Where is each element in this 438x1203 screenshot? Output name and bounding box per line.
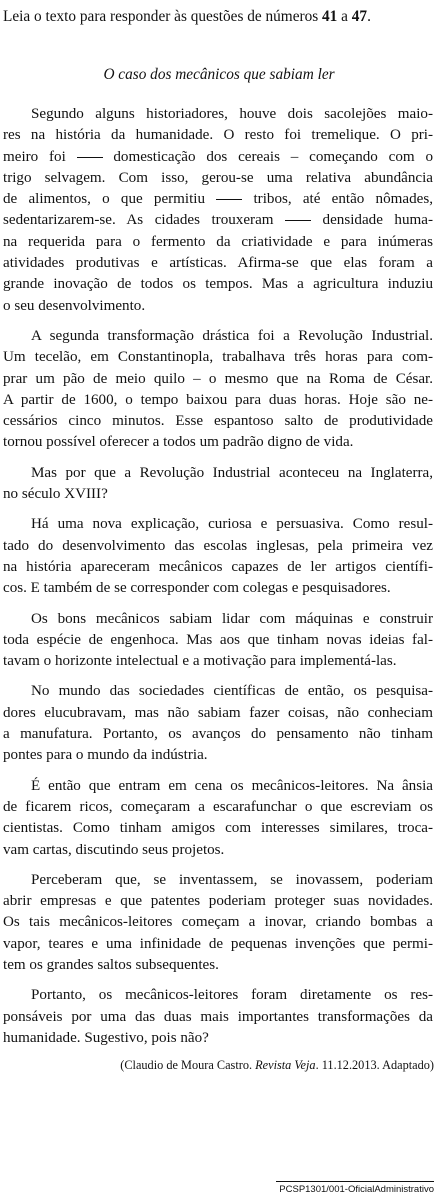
paragraph: [3, 870, 433, 976]
text-line: a manufatura. Portanto, os avanços do pensamento não tinham: [3, 726, 433, 743]
text-title: O caso dos mecânicos que sabiam ler: [103, 66, 335, 83]
question-start-number: 41: [322, 8, 338, 25]
text-line: de alimentos, o que permitiu tribos, até então nômades,: [3, 191, 433, 208]
text-line: cessários cinco minutos. Esse espantoso salto de produtividade: [3, 413, 433, 430]
text-line: humanidade. Sugestivo, pois não?: [3, 1029, 209, 1046]
instruction-suffix: .: [367, 8, 371, 25]
text-line: tado do desenvolvimento das escolas inglesas, pela primeira vez: [3, 537, 433, 554]
source-citation: [120, 1057, 434, 1073]
text-line: toda espécie de engenhoca. Mas aos que tinham novas ideias fal-: [3, 631, 433, 648]
text-line: tornou possível oferecer a todos um padrão digno de vida.: [3, 434, 354, 451]
instruction-connector: a: [337, 8, 352, 25]
paragraph-gap: [3, 976, 433, 985]
text-line: cientistas. Como tinham amigos com interesses similares, troca-: [3, 820, 433, 837]
paragraph-gap: [3, 861, 433, 870]
text-line: tavam o horizonte intelectual e a motivação para implementá-las.: [3, 653, 397, 670]
text-line: A segunda transformação drástica foi a Revolução Industrial.: [31, 327, 433, 344]
text-line: Os bons mecânicos sabiam lidar com máquinas e construir: [31, 610, 433, 627]
instruction-prefix: Leia o texto para responder às questões de números: [3, 8, 323, 25]
paragraph-gap: [3, 672, 433, 681]
paragraph: [3, 776, 433, 861]
text-line: de ficarem ricos, começaram a escarafunchar o que escreviam os: [3, 798, 433, 815]
paragraph-gap: [3, 505, 433, 514]
paragraph: [3, 104, 433, 317]
text-line: grande inovação de todos os tempos. Mas a agricultura induziu: [3, 276, 433, 293]
text-line: res na história da humanidade. O resto foi tremelique. O pri-: [3, 127, 433, 144]
text-line: Um tecelão, em Constantinopla, trabalhava três horas para com-: [3, 349, 433, 366]
text-line: prar um pão de meio quilo – o mesmo que na Roma de César.: [3, 370, 433, 387]
footer-code: PCSP1301/001-OficialAdministrativo: [279, 1184, 434, 1195]
footer-rule: [276, 1181, 434, 1182]
text-line: Segundo alguns historiadores, houve dois sacolejões maio-: [31, 106, 433, 122]
text-line: atividades produtivas e artísticas. Afirma-se que elas foram a: [3, 255, 433, 272]
text-line: na requerida para o fermento da criatividade e para inúmeras: [3, 233, 433, 250]
text-line: vam cartas, discutindo seus projetos.: [3, 841, 225, 858]
fill-in-blank: [285, 220, 311, 221]
paragraph: [3, 326, 433, 454]
text-line: É então que entram em cena os mecânicos-leitores. Na ânsia: [31, 777, 433, 794]
text-line: abrir empresas e que patentes poderiam proteger suas novidades.: [3, 893, 433, 910]
text-line: Perceberam que, se inventassem, se inovassem, poderiam: [31, 871, 433, 888]
text-line: pontes para o mundo da indústria.: [3, 747, 208, 764]
paragraph: [3, 514, 433, 599]
text-line: cos. E também de se corresponder com colegas e pesquisadores.: [3, 580, 391, 597]
text-line: tem os grandes saltos subsequentes.: [3, 956, 219, 973]
text-line: dores elucubravam, mas não sabiam fazer coisas, não conheciam: [3, 704, 433, 721]
text-line: sedentarizarem-se. As cidades trouxeram densidade huma-: [3, 212, 433, 229]
paragraph-gap: [3, 317, 433, 326]
text-line: o seu desenvolvimento.: [3, 297, 146, 314]
article-body: [3, 104, 433, 1049]
text-line: na história apareceram mecânicos capazes de ler artigos científi-: [3, 558, 433, 575]
text-line: Mas por que a Revolução Industrial aconteceu na Inglaterra,: [31, 464, 433, 481]
text-line: A partir de 1600, o tempo baixou para duas horas. Hoje são ne-: [3, 391, 433, 408]
fill-in-blank: [216, 199, 242, 200]
paragraph: [3, 463, 433, 506]
text-line: Há uma nova explicação, curiosa e persuasiva. Como resul-: [31, 516, 433, 533]
source-details: . 11.12.2013. Adaptado): [315, 1058, 434, 1072]
text-line: ponsáveis por uma das duas mais importantes transformações da: [3, 1008, 433, 1025]
source-author: (Claudio de Moura Castro.: [120, 1058, 256, 1072]
text-line: No mundo das sociedades científicas de então, os pesquisa-: [31, 683, 433, 700]
text-line: Portanto, os mecânicos-leitores foram diretamente os res-: [31, 987, 433, 1004]
paragraph: [3, 609, 433, 673]
text-line: Os tais mecânicos-leitores começam a inovar, criando bombas a: [3, 914, 433, 931]
text-line: no século XVIII?: [3, 486, 108, 503]
source-publication: Revista Veja: [255, 1058, 316, 1072]
paragraph-gap: [3, 454, 433, 463]
question-end-number: 47: [351, 8, 368, 25]
text-line: meiro foi domesticação dos cereais – começando com o: [3, 148, 433, 165]
text-line: vapor, teares e uma infinidade de pequenas invenções que permi-: [3, 935, 433, 952]
instruction-text: [3, 8, 371, 26]
paragraph-gap: [3, 600, 433, 609]
text-line: trigo selvagem. Com isso, gerou-se uma relativa abundância: [3, 169, 433, 186]
paragraph: [3, 681, 433, 766]
paragraph: [3, 985, 433, 1049]
fill-in-blank: [77, 157, 103, 158]
paragraph-gap: [3, 767, 433, 776]
